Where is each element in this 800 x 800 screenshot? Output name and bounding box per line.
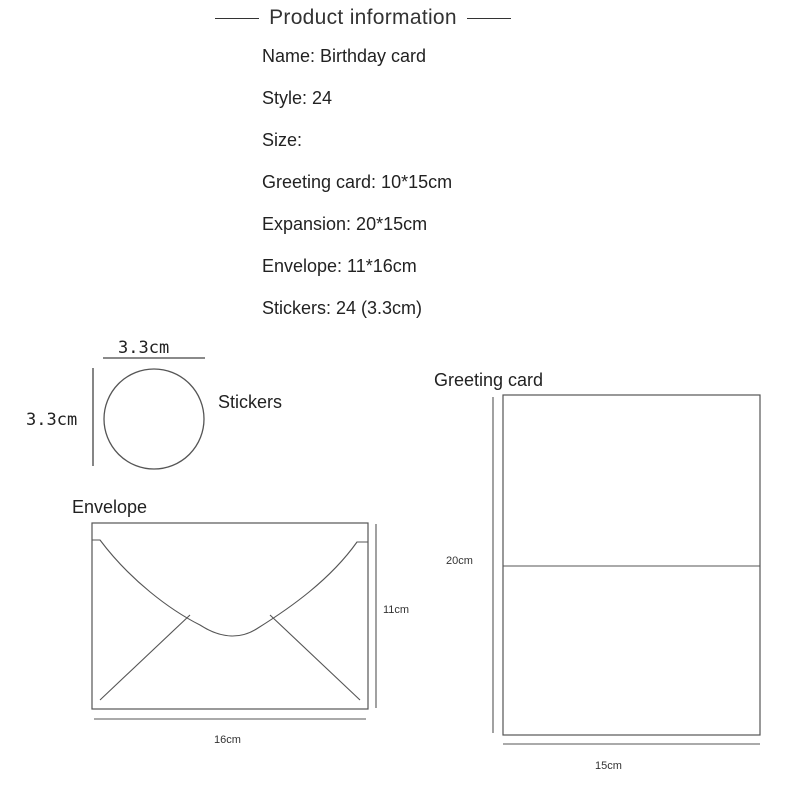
page-title: Product information [269, 6, 457, 29]
envelope-width-label: 16cm [214, 734, 241, 746]
info-expansion: Expansion: 20*15cm [262, 214, 428, 234]
greeting-card-outline [503, 395, 760, 735]
sticker-circle [104, 369, 204, 469]
sticker-width-label: 3.3cm [118, 338, 170, 358]
info-envelope: Envelope: 11*16cm [262, 256, 417, 276]
envelope-flap [92, 540, 368, 636]
info-size: Size: [262, 130, 303, 150]
envelope-height-label: 11cm [383, 604, 410, 616]
info-greeting-card: Greeting card: 10*15cm [262, 172, 453, 192]
greeting-card-width-label: 15cm [595, 760, 622, 772]
info-style: Style: 24 [262, 88, 333, 108]
stickers-label: Stickers [218, 392, 283, 412]
sticker-height-label: 3.3cm [26, 410, 78, 430]
envelope-outline [92, 523, 368, 709]
greeting-card-height-label: 20cm [446, 555, 473, 567]
info-name: Name: Birthday card [262, 46, 427, 66]
envelope-label: Envelope [72, 497, 148, 517]
envelope-left-fold [100, 615, 190, 700]
greeting-card-label: Greeting card [434, 370, 544, 390]
info-stickers: Stickers: 24 (3.3cm) [262, 298, 423, 318]
envelope-right-fold [270, 615, 360, 700]
